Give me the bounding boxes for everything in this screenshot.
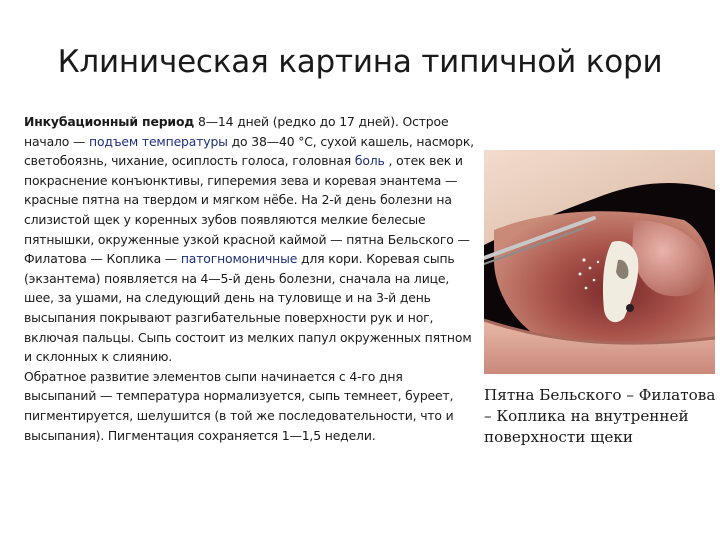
paragraph-regression: Обратное развитие элементов сыпи начинается с 4-го дня высыпаний — температура нормализуется, сыпь темнеет, буреет, пигментируется, шелушится (в той же последовательности, что и высыпания). Пигментация сохраняется 1—1,5 недели. [24,368,454,443]
link-pain[interactable]: боль [354,153,385,169]
link-temperature-rise[interactable]: подъем температуры [89,133,228,149]
link-pathognomonic[interactable]: патогномоничные [180,251,298,267]
koplik-spots-photo [484,150,715,374]
slide-title: Клиническая картина типичной кори [57,44,663,80]
text-segment: 8—14 дней (редко до 17 дней). Острое начало — [24,114,449,149]
incubation-period-label: Инкубационный период [24,114,195,129]
paragraph-clinical-picture [24,112,476,367]
main-text [24,112,476,445]
photo-caption: Пятна Бельского – Филатова – Коплика на внутренней поверхности щеки [484,386,716,446]
text-segment: до 38—40 °C, сухой кашель, насморк, светобоязнь, чихание, осиплость голоса, головная [24,133,474,169]
text-segment: , отек век и покраснение конъюнктивы, гиперемия зева и коревая энантема — красные пятна на твердом и мягком нёбе. На 2-й день болезни на слизистой щек у коренных зубов появляются мелкие белесые пятнышки, окруженные узкой красной каймой — пятна Бельского — Филатова — Коплика — [24,153,470,267]
text-segment: для кори. Коревая сыпь (экзантема) появляется на 4—5-й день болезни, сначала на лице, шее, за ушами, на следующий день на туловище и на 3-й день высыпания покрывают разгибательные поверхности рук и ног, включая пальцы. Сыпь состоит из мелких папул окруженных пятном и склонных к слиянию. [24,251,472,365]
